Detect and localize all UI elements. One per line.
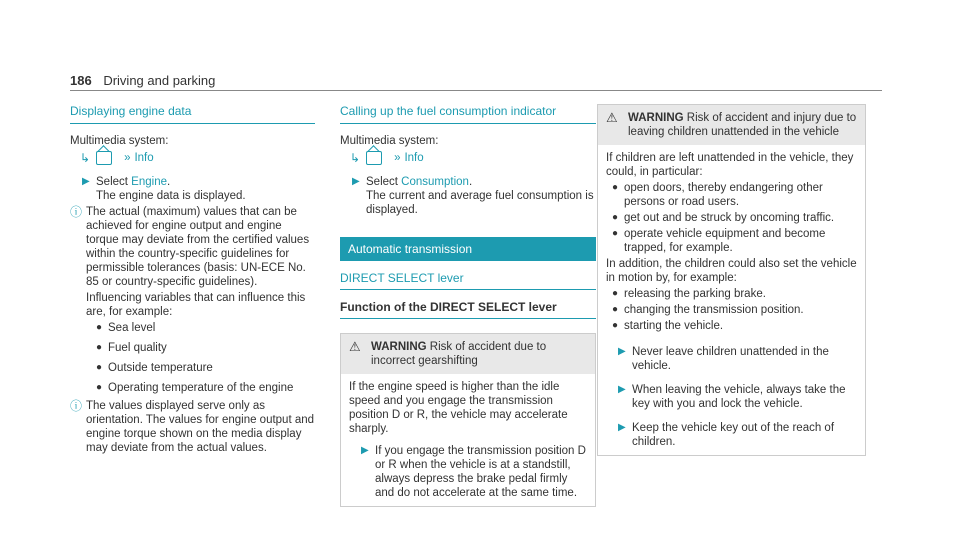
step xyxy=(606,421,857,449)
info-icon: ⓘ xyxy=(70,205,83,219)
bullet-icon: ● xyxy=(96,322,103,333)
list-item xyxy=(612,303,857,317)
list-item xyxy=(612,287,857,301)
info-text: The values displayed serve only as orientation. The values for engine output and engine torque shown on the media display may deviate from the actual values. xyxy=(86,400,315,454)
arrow-icon: ↳ xyxy=(350,151,361,165)
arrow-icon: ↳ xyxy=(80,151,91,165)
step xyxy=(606,383,857,411)
function-title: Function of the DIRECT SELECT lever xyxy=(340,300,596,319)
step-punct: . xyxy=(468,176,473,188)
bullet-icon: ● xyxy=(612,182,619,193)
section-title: Displaying engine data xyxy=(70,104,315,124)
step-text: Select xyxy=(96,176,132,188)
warning-box xyxy=(597,104,866,456)
list-item xyxy=(612,319,857,333)
warning-header xyxy=(341,334,595,374)
list-item-text: Operating temperature of the engine xyxy=(108,382,294,394)
influence-text: Influencing variables that can influence this are, for example: xyxy=(86,292,306,318)
nav-info: Info xyxy=(404,152,424,164)
list-item-text: starting the vehicle. xyxy=(624,320,724,332)
engine-data-column xyxy=(70,104,315,455)
page-header xyxy=(70,73,215,88)
bullet-icon: ● xyxy=(96,342,103,353)
bullet-icon: ● xyxy=(612,212,619,223)
step-triangle-icon: ▶ xyxy=(361,445,369,456)
list-item-text: open doors, thereby endangering other persons or road users. xyxy=(624,182,823,208)
step-result: The engine data is displayed. xyxy=(96,190,246,202)
warning-intro: In addition, the children could also set the vehicle in motion by, for example: xyxy=(606,258,857,284)
step xyxy=(349,444,587,500)
step-triangle-icon: ▶ xyxy=(82,176,90,187)
home-icon xyxy=(96,151,112,165)
step-triangle-icon: ▶ xyxy=(352,176,360,187)
header-divider xyxy=(70,90,882,91)
nav-info: Info xyxy=(134,152,154,164)
step-triangle-icon: ▶ xyxy=(618,422,626,433)
step-punct: . xyxy=(166,176,171,188)
section-band: Automatic transmission xyxy=(340,237,596,261)
warning-title: Risk of accident and injury due to leaving children unattended in the vehicle xyxy=(628,112,857,138)
section-title: Calling up the fuel consumption indicator xyxy=(340,104,596,124)
list-item-text: operate vehicle equipment and become trapped, for example. xyxy=(624,228,826,254)
list-item xyxy=(96,341,315,355)
warning-step: If you engage the transmission position D or R when the vehicle is at a standstill, always depress the brake pedal firmly and do not accelerate at the same time. xyxy=(375,445,586,499)
nav-intro: Multimedia system: xyxy=(340,135,439,147)
step xyxy=(340,175,596,217)
list-item xyxy=(96,361,315,375)
warning-label: WARNING xyxy=(628,112,684,124)
subsection-title: DIRECT SELECT lever xyxy=(340,271,596,290)
list-item-text: Fuel quality xyxy=(108,342,167,354)
info-note xyxy=(70,205,315,395)
list-item-text: releasing the parking brake. xyxy=(624,288,766,300)
list-item xyxy=(612,211,857,225)
consumption-link[interactable]: Consumption xyxy=(401,176,469,188)
nav-path xyxy=(340,151,596,165)
list-item xyxy=(612,181,857,209)
list-item-text: Outside temperature xyxy=(108,362,213,374)
info-note xyxy=(70,399,315,455)
warning-intro: If children are left unattended in the vehicle, they could, in particular: xyxy=(606,152,854,178)
bullet-icon: ● xyxy=(612,288,619,299)
list-item-text: get out and be struck by oncoming traffic. xyxy=(624,212,835,224)
engine-link[interactable]: Engine xyxy=(131,176,167,188)
list-item xyxy=(96,321,315,335)
children-warning-column xyxy=(597,104,866,456)
step-triangle-icon: ▶ xyxy=(618,384,626,395)
step-result: The current and average fuel consumption is displayed. xyxy=(366,190,594,216)
step-text: Keep the vehicle key out of the reach of children. xyxy=(632,422,835,448)
warning-label: WARNING xyxy=(371,341,427,353)
warning-header xyxy=(598,105,865,145)
bullet-icon: ● xyxy=(96,382,103,393)
warning-icon: ⚠ xyxy=(349,339,361,354)
nav-path xyxy=(70,151,315,165)
bullet-icon: ● xyxy=(612,304,619,315)
warning-box xyxy=(340,333,596,507)
home-icon xyxy=(366,151,382,165)
double-chevron-icon: » xyxy=(124,152,131,164)
list-item xyxy=(96,381,315,395)
info-icon: ⓘ xyxy=(70,399,83,413)
bullet-icon: ● xyxy=(612,228,619,239)
fuel-consumption-column xyxy=(340,104,596,507)
double-chevron-icon: » xyxy=(394,152,401,164)
list-item-text: changing the transmission position. xyxy=(624,304,804,316)
warning-text: If the engine speed is higher than the idle speed and you engage the transmission position D or R, the vehicle may accelerate sharply. xyxy=(349,381,568,435)
step-text: When leaving the vehicle, always take the key with you and lock the vehicle. xyxy=(632,384,846,410)
list-item xyxy=(612,227,857,255)
info-text: The actual (maximum) values that can be achieved for engine output and engine torque may deviate from the certified values within the country-specific guidelines for permissible tolerances (basis: UN-ECE No. 85 or country-specific guidelines). xyxy=(86,206,310,288)
page-number: 186 xyxy=(70,73,92,88)
step-text: Select xyxy=(366,176,402,188)
step xyxy=(606,345,857,373)
bullet-icon: ● xyxy=(96,362,103,373)
step-triangle-icon: ▶ xyxy=(618,346,626,357)
nav-intro: Multimedia system: xyxy=(70,135,169,147)
step-text: Never leave children unattended in the vehicle. xyxy=(632,346,829,372)
list-item-text: Sea level xyxy=(108,322,156,334)
bullet-icon: ● xyxy=(612,320,619,331)
warning-title: Risk of accident due to incorrect gearshifting xyxy=(371,341,547,367)
chapter-title: Driving and parking xyxy=(103,73,216,88)
step xyxy=(70,175,315,203)
warning-icon: ⚠ xyxy=(606,110,618,125)
